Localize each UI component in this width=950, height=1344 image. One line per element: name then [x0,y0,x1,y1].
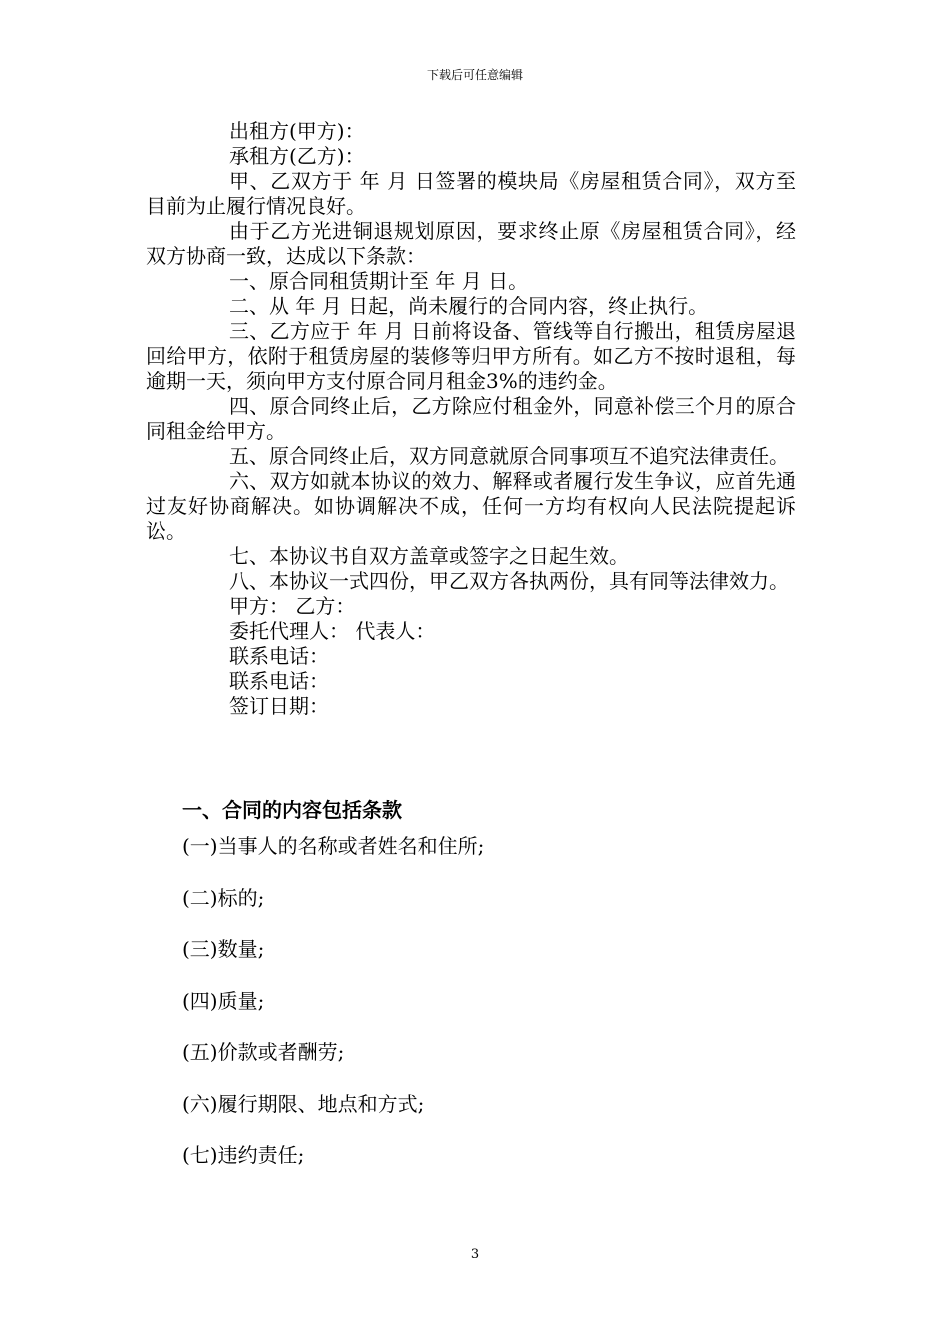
clause-4: 四、原合同终止后，乙方除应付租金外，同意补偿三个月的原合同租金给甲方。 [146,394,796,443]
list-item: (七)违约责任; [182,1143,305,1167]
page-header-note: 下载后可任意编辑 [426,68,523,82]
paragraph-intro: 甲、乙双方于 年 月 日签署的模块局《房屋租赁合同》，双方至目前为止履行情况良好。 [146,169,796,218]
contract-terms-list [182,831,484,1192]
document-body [146,119,796,719]
list-item: (五)价款或者酬劳; [182,1040,345,1064]
list-item: (三)数量; [182,937,265,961]
party-a-line: 出租方(甲方)： [229,119,365,143]
list-item: (四)质量; [182,988,265,1013]
clause-5: 五、原合同终止后，双方同意就原合同事项互不追究法律责任。 [229,444,789,468]
clause-2: 二、从 年 月 日起，尚未履行的合同内容，终止执行。 [229,294,709,318]
list-item: (六)履行期限、地点和方式; [182,1091,425,1116]
clause-1: 一、原合同租赁期计至 年 月 日。 [229,269,529,293]
list-item: (二)标的; [182,885,265,910]
party-b-line: 承租方(乙方)： [229,144,365,168]
clause-6: 六、双方如就本协议的效力、解释或者履行发生争议，应首先通过友好协商解决。如协调解决不成，任何一方均有权向人民法院提起诉讼。 [146,469,796,543]
page-number: 3 [470,1247,480,1262]
signing-date: 签订日期： [229,694,329,718]
clause-8: 八、本协议一式四份，甲乙双方各执两份，具有同等法律效力。 [229,569,789,593]
list-item: (一)当事人的名称或者姓名和住所; [182,834,485,858]
clause-3: 三、乙方应于 年 月 日前将设备、管线等自行搬出，租赁房屋退回给甲方，依附于租赁房屋的装修等归甲方所有。如乙方不按时退租，每逾期一天，须向甲方支付原合同月租金3%的违约金。 [146,319,796,393]
section-heading: 一、合同的内容包括条款 [182,798,402,822]
signature-parties: 甲方： 乙方： [229,594,356,618]
contact-phone-a: 联系电话： [229,644,329,668]
contact-phone-b: 联系电话： [229,669,329,693]
signature-agents: 委托代理人： 代表人： [229,619,436,643]
clause-7: 七、本协议书自双方盖章或签字之日起生效。 [229,544,629,568]
paragraph-reason: 由于乙方光进铜退规划原因，要求终止原《房屋租赁合同》，经双方协商一致，达成以下条款： [146,219,796,268]
